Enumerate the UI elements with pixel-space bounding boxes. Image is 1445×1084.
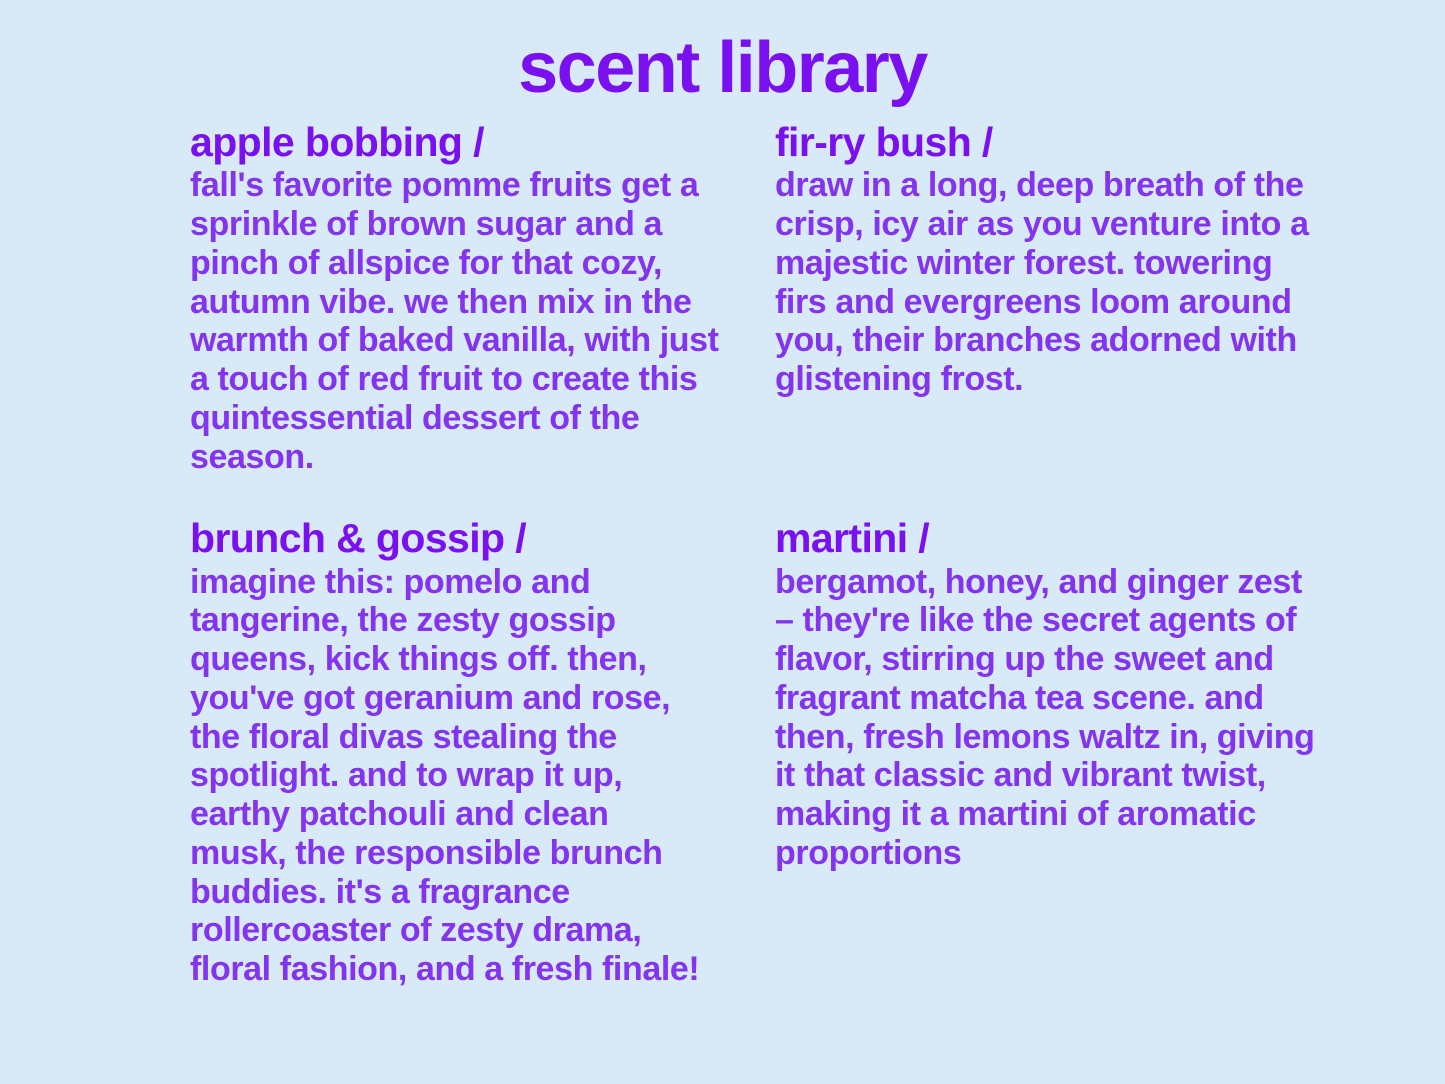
scent-entry-brunch-and-gossip xyxy=(190,494,775,989)
scent-entry-title: martini / xyxy=(775,515,930,562)
scent-entry-description: draw in a long, deep breath of the crisp, icy air as you venture into a majestic winter forest. towering firs and evergreens loom around you, their branches adorned with glistening frost. xyxy=(775,166,1309,399)
scent-entry-description: bergamot, honey, and ginger zest – they're like the secret agents of flavor, stirring up the sweet and fragrant matcha tea scene. and then, fresh lemons waltz in, giving it that classic and vibrant twist, making it a martini of aromatic proportions xyxy=(775,562,1315,872)
scent-entry-fir-ry-bush xyxy=(775,120,1330,476)
scent-entry-title: fir-ry bush / xyxy=(775,119,993,165)
scent-entry-description: fall's favorite pomme fruits get a sprinkle of brown sugar and a pinch of allspice for that cozy, autumn vibe. we then mix in the warmth of baked vanilla, with just a touch of red fruit to create this quintessential dessert of the season. xyxy=(190,166,719,476)
page-title: scent library xyxy=(518,28,927,108)
scent-entry-description: imagine this: pomelo and tangerine, the zesty gossip queens, kick things off. then, you've got geranium and rose, the floral divas stealing the spotlight. and to wrap it up, earthy patchouli and clean musk, the responsible brunch buddies. it's a fragrance rollercoaster of zesty drama, floral fashion, and a fresh finale! xyxy=(190,562,700,989)
scent-entries-grid xyxy=(190,120,1330,989)
scent-entry-martini xyxy=(775,494,1330,989)
scent-entry-title: brunch & gossip / xyxy=(190,515,527,562)
scent-entry-title: apple bobbing / xyxy=(190,119,484,165)
scent-entry-apple-bobbing xyxy=(190,120,775,476)
